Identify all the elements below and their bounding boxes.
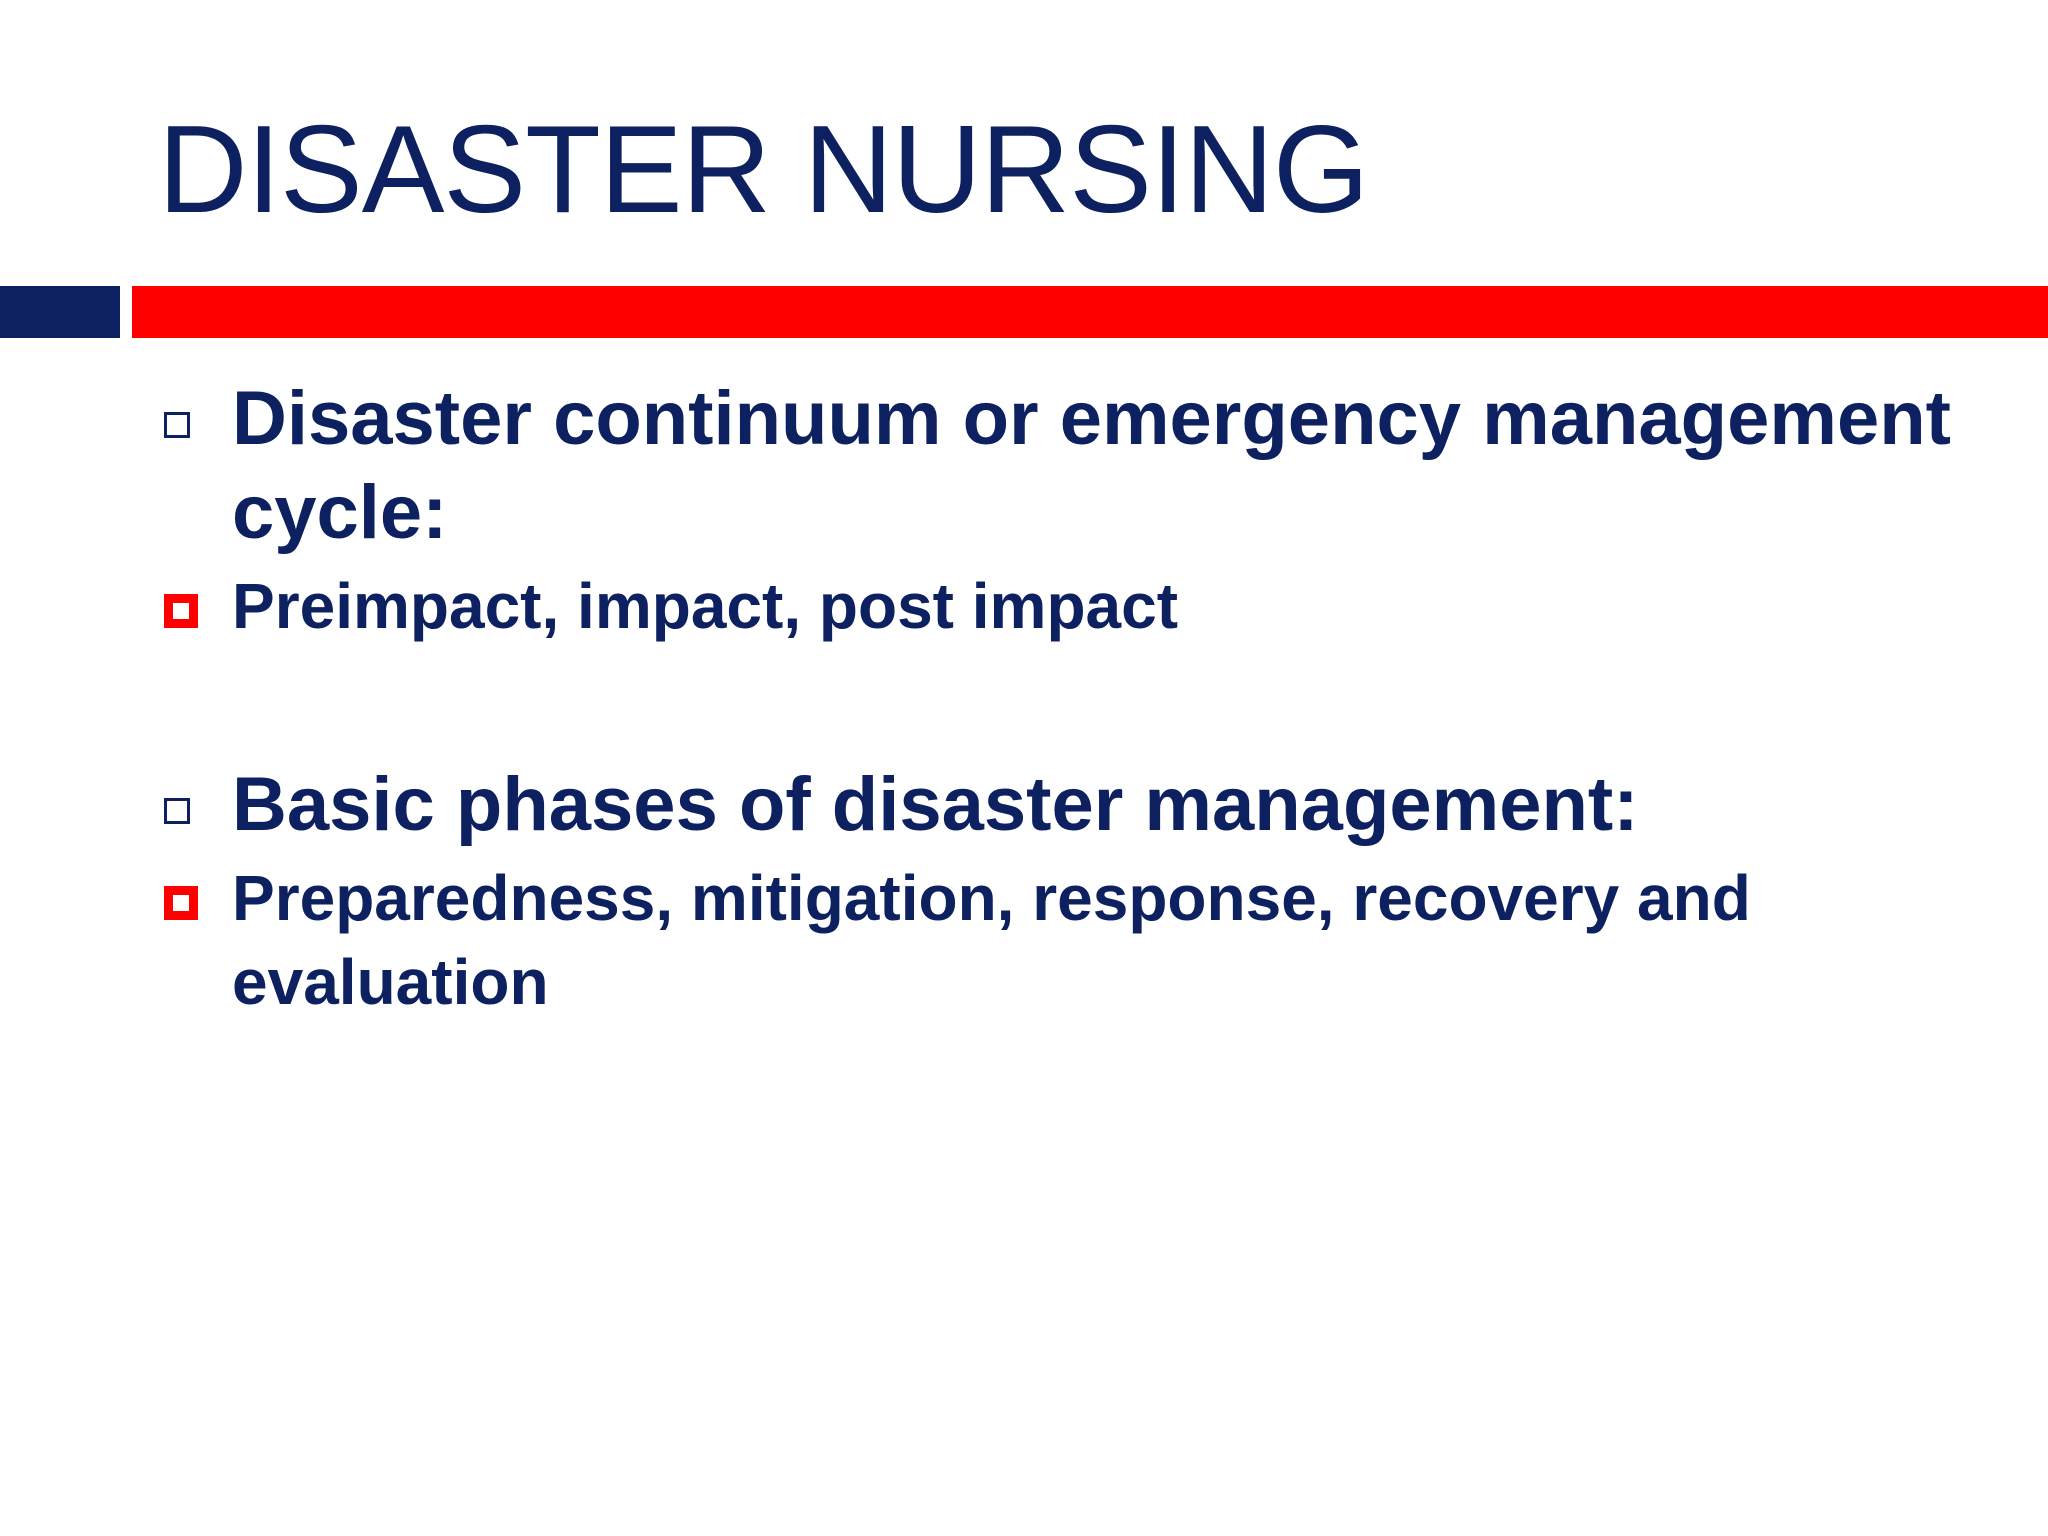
- sub-bullet-item-text: Preparedness, mitigation, response, recovery and evaluation: [232, 862, 1751, 1018]
- red-square-bullet-icon: [164, 886, 198, 920]
- sub-bullet-item: [160, 856, 1980, 1024]
- slide-content: [160, 372, 1980, 1024]
- bullet-item-text: Basic phases of disaster management:: [232, 762, 1639, 847]
- accent-bar-red: [132, 286, 2048, 338]
- slide-title: DISASTER NURSING: [158, 101, 1369, 239]
- bullet-item: [160, 372, 1980, 560]
- sub-bullet-item: [160, 564, 1980, 648]
- sub-bullet-item-text: Preimpact, impact, post impact: [232, 570, 1179, 642]
- red-square-bullet-icon: [164, 594, 198, 628]
- bullet-item: [160, 758, 1980, 852]
- accent-bar-blue: [0, 286, 120, 338]
- hollow-square-bullet-icon: [164, 412, 190, 438]
- bullet-item-text: Disaster continuum or emergency management cycle:: [232, 376, 1951, 555]
- spacer: [160, 648, 1980, 758]
- hollow-square-bullet-icon: [164, 798, 190, 824]
